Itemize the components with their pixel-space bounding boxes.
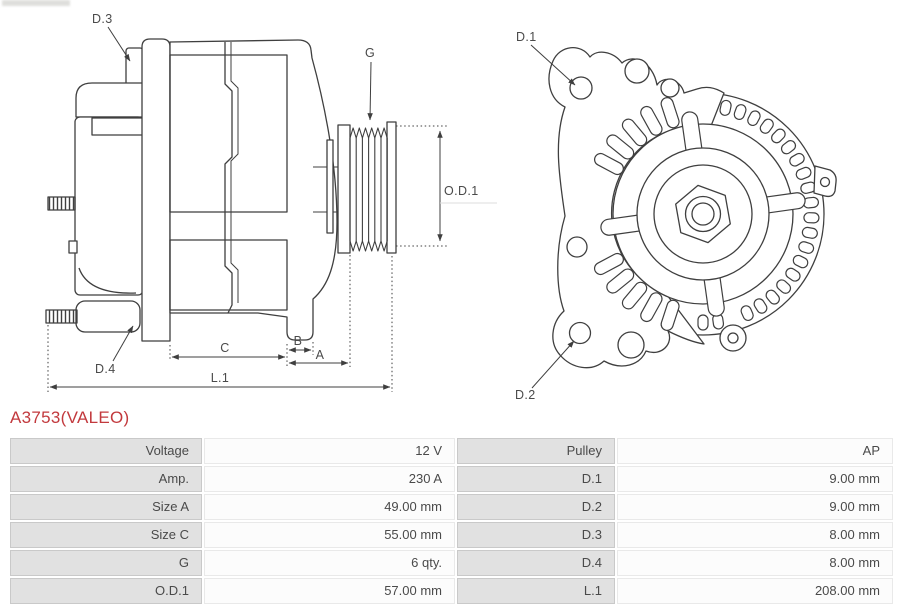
- side-terminal-notch: [69, 241, 77, 253]
- dim-label-d3: D.3: [92, 12, 113, 26]
- dim-label-c: C: [220, 341, 230, 355]
- dim-label-l1: L.1: [210, 371, 230, 385]
- side-mount-stud: [46, 310, 77, 323]
- spec-value: 9.00 mm: [617, 494, 893, 520]
- front-view-drawing: [549, 48, 836, 368]
- front-hole-left: [567, 237, 587, 257]
- dim-label-b: B: [293, 334, 303, 348]
- spec-label: Pulley: [457, 438, 615, 464]
- side-terminal-stud: [48, 197, 75, 210]
- dim-label-d1: D.1: [516, 30, 537, 44]
- spec-label: D.4: [457, 550, 615, 576]
- spec-label: D.3: [457, 522, 615, 548]
- spec-value: 49.00 mm: [204, 494, 455, 520]
- side-rear-housing: [75, 117, 143, 295]
- spec-label: G: [10, 550, 202, 576]
- side-ear-d4: [76, 301, 140, 332]
- front-hole-top: [625, 59, 649, 83]
- spec-value: 230 A: [204, 466, 455, 492]
- side-brush-window: [92, 118, 143, 135]
- spec-value: 57.00 mm: [204, 578, 455, 604]
- spec-label: D.1: [457, 466, 615, 492]
- front-hole-bottom: [618, 332, 644, 358]
- page-edge-artifact: [2, 0, 70, 6]
- spec-label: L.1: [457, 578, 615, 604]
- side-rear-cover: [76, 83, 143, 117]
- front-boss-top: [661, 79, 679, 97]
- spec-label: O.D.1: [10, 578, 202, 604]
- side-view-drawing: [46, 39, 396, 341]
- side-pulley: [338, 122, 396, 253]
- side-ear-d3: [126, 48, 143, 88]
- side-shaft-washer: [327, 140, 333, 233]
- dim-label-d4: D.4: [95, 362, 116, 376]
- part-number-heading: A3753(VALEO): [10, 408, 130, 427]
- dim-label-od1: O.D.1: [444, 184, 479, 198]
- spec-label: Size A: [10, 494, 202, 520]
- side-front-bracket: [142, 39, 170, 341]
- spec-value: 12 V: [204, 438, 455, 464]
- spec-value: 55.00 mm: [204, 522, 455, 548]
- spec-value: 208.00 mm: [617, 578, 893, 604]
- dim-label-g: G: [364, 46, 376, 60]
- dim-label-a: A: [315, 348, 325, 362]
- front-hole-d2: [570, 323, 591, 344]
- spec-label: Amp.: [10, 466, 202, 492]
- spec-label: Size C: [10, 522, 202, 548]
- spec-value: 9.00 mm: [617, 466, 893, 492]
- dim-label-d2: D.2: [515, 388, 536, 402]
- side-mid-body: [170, 40, 337, 340]
- spec-label: Voltage: [10, 438, 202, 464]
- front-hole-d1: [570, 77, 592, 99]
- spec-value: 6 qty.: [204, 550, 455, 576]
- spec-label: D.2: [457, 494, 615, 520]
- spec-value: 8.00 mm: [617, 550, 893, 576]
- spec-value: AP: [617, 438, 893, 464]
- spec-value: 8.00 mm: [617, 522, 893, 548]
- spec-table: [10, 438, 893, 604]
